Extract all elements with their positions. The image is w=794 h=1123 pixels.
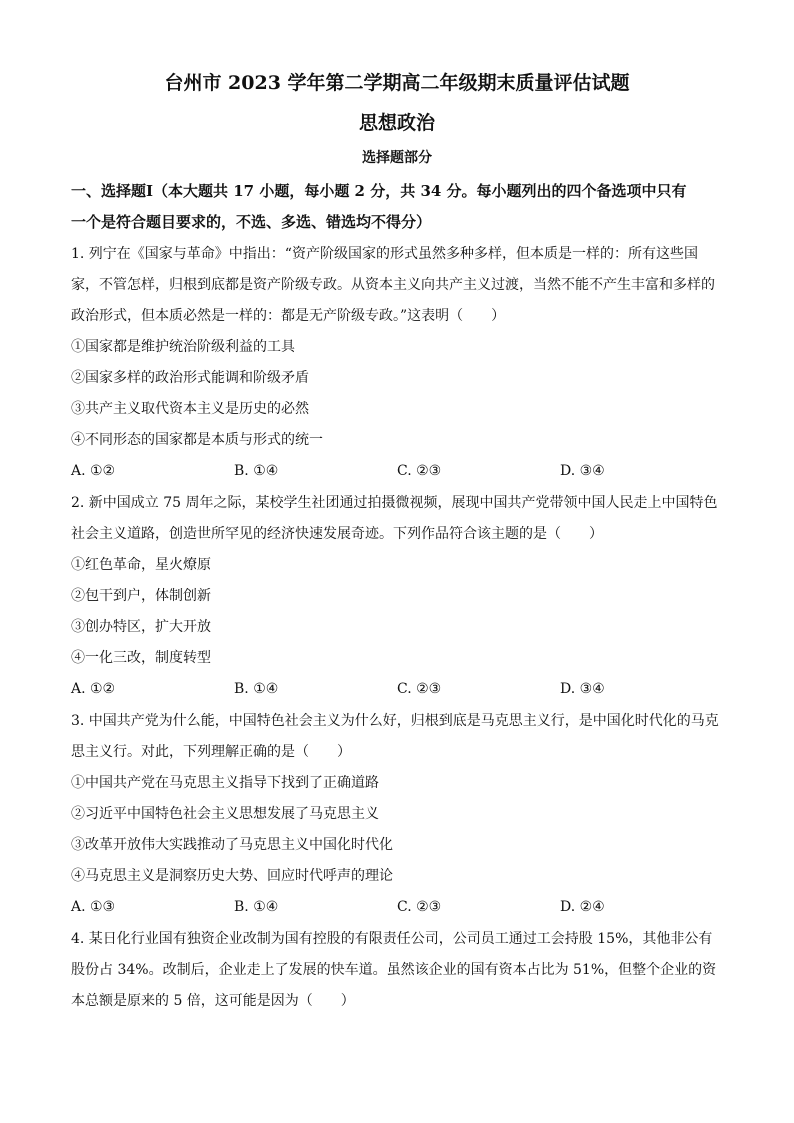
q1-options [71,461,731,481]
q1-option-b[interactable]: B. ①④ [234,463,279,479]
q3-option-d[interactable]: D. ②④ [560,899,605,915]
q3-option-c[interactable]: C. ②③ [397,899,442,915]
q2-item-2: ②包干到户，体制创新 [71,588,211,604]
q3-item-3: ③改革开放伟大实践推动了马克思主义中国化时代化 [71,837,393,853]
q3-item-2: ②习近平中国特色社会主义思想发展了马克思主义 [71,806,379,822]
section-instruction-line-2: 一个是符合题目要求的，不选、多选、错选均不得分） [71,213,432,231]
q2-option-c[interactable]: C. ②③ [397,681,442,697]
q1-stem-line-2: 家，不管怎样，归根到底都是资产阶级专政。从资本主义向共产主义过渡，当然不能不产生丰富和多样的 [71,277,715,293]
q4-stem-line-1: 4. 某日化行业国有独资企业改制为国有控股的有限责任公司，公司员工通过工会持股 15%，其他非公有 [71,931,713,947]
q1-item-3: ③共产主义取代资本主义是历史的必然 [71,401,309,417]
q3-item-1: ①中国共产党在马克思主义指导下找到了正确道路 [71,775,379,791]
q2-stem-line-1: 2. 新中国成立 75 周年之际，某校学生社团通过拍摄微视频，展现中国共产党带领中国人民走上中国特色 [71,495,718,511]
q1-option-d[interactable]: D. ③④ [560,463,605,479]
q3-option-a[interactable]: A. ①③ [71,899,116,915]
q1-option-c[interactable]: C. ②③ [397,463,442,479]
q4-stem-line-2: 股份占 34%。改制后，企业走上了发展的快车道。虽然该企业的国有资本占比为 51%，但整个企业的资 [71,962,717,978]
q3-stem-line-2: 思主义行。对此，下列理解正确的是（ ） [71,744,351,760]
q2-option-b[interactable]: B. ①④ [234,681,279,697]
q3-stem-line-1: 3. 中国共产党为什么能，中国特色社会主义为什么好，归根到底是马克思主义行，是中国化时代化的马克 [71,713,719,729]
q1-option-a[interactable]: A. ①② [71,463,116,479]
section-instruction-line-1: 一、选择题Ⅰ（本大题共 17 小题，每小题 2 分，共 34 分。每小题列出的四个备选项中只有 [71,182,687,200]
q3-options [71,897,731,917]
q1-stem-line-3: 政治形式，但本质必然是一样的：都是无产阶级专政。”这表明（ ） [71,308,506,324]
q1-stem-line-1: 1. 列宁在《国家与革命》中指出：“资产阶级国家的形式虽然多种多样，但本质是一样的：所有这些国 [71,246,698,262]
q2-item-1: ①红色革命，星火燎原 [71,557,211,573]
q2-item-3: ③创办特区，扩大开放 [71,619,211,635]
q2-option-a[interactable]: A. ①② [71,681,116,697]
q3-item-4: ④马克思主义是洞察历史大势、回应时代呼声的理论 [71,868,393,884]
q2-stem-line-2: 社会主义道路，创造世所罕见的经济快速发展奇迹。下列作品符合该主题的是（ ） [71,526,603,542]
subject-title: 思想政治 [358,112,435,134]
q1-item-4: ④不同形态的国家都是本质与形式的统一 [71,432,323,448]
q4-stem-line-3: 本总额是原来的 5 倍，这可能是因为（ ） [71,993,355,1009]
q2-option-d[interactable]: D. ③④ [560,681,605,697]
q1-item-2: ②国家多样的政治形式能调和阶级矛盾 [71,370,309,386]
q1-item-1: ①国家都是维护统治阶级利益的工具 [71,339,295,355]
q3-option-b[interactable]: B. ①④ [234,899,279,915]
exam-title: 台州市 2023 学年第二学期高二年级期末质量评估试题 [164,72,630,94]
q2-item-4: ④一化三改，制度转型 [71,650,211,666]
part-title: 选择题部分 [362,150,432,166]
q2-options [71,679,731,699]
